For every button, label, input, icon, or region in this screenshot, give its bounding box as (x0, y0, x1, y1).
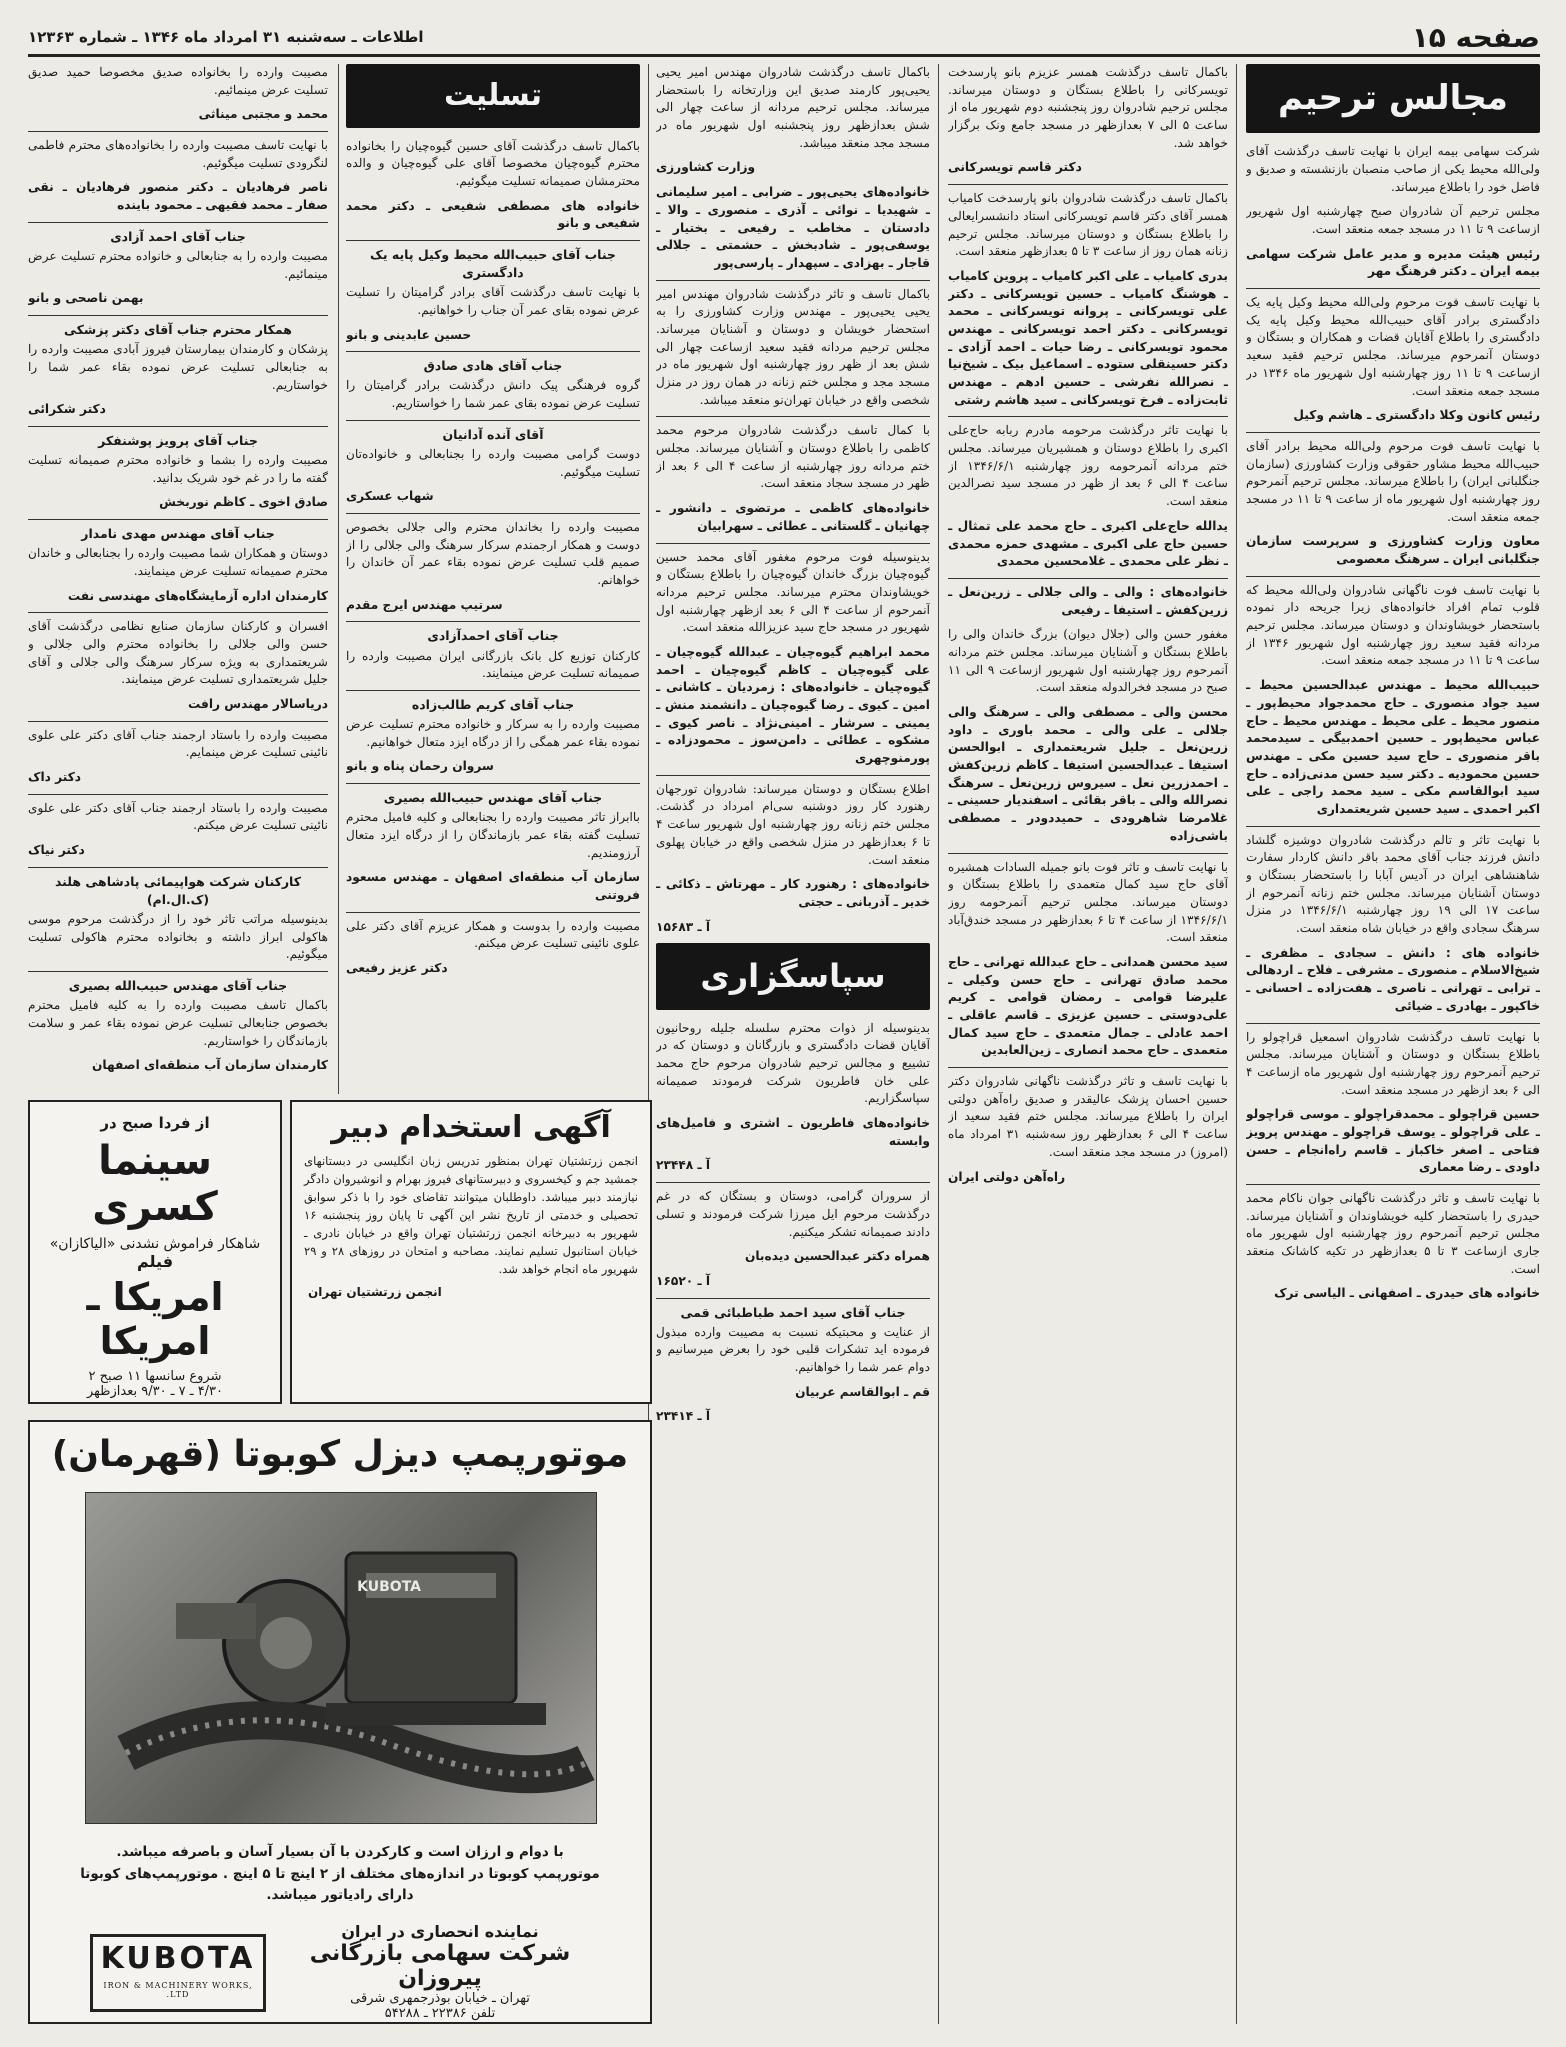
notice-heading: جناب آقای پرویز پوشنفکر (98, 432, 258, 448)
notice-signature: همراه دکتر عبدالحسین دیده‌بان (744, 1249, 930, 1264)
notice-signature: کارمندان اداره آزمایشگاه‌های مهندسی نفت (67, 588, 328, 603)
notice-signature: راه‌آهن دولتی ایران (948, 1169, 1066, 1184)
notice-text: مصیبت وارده را به جنابعالی و خانواده محترم تسلیت عرض مینمائیم. (28, 248, 328, 281)
notice-signature: صادق اخوی ـ کاظم نوربخش (159, 495, 328, 510)
notice-names: محمد ابراهیم گیوه‌چیان ـ عبدالله گیوه‌چیان ـ علی گیوه‌چیان ـ کاظم گیوه‌چیان ـ احمد گیوه‌چیان ـ خانواده‌های : زمردیان ـ کاشانی ـ امین ـ کیوی ـ رضا گیوه‌چیان ـ دانشمند منش ـ یمینی ـ سرشار ـ امینی‌نژاد ـ ناصر کیوی ـ مشکوه ـ عطائی ـ دامن‌سوز ـ محمودزاده ـ پورمنوچهری (656, 644, 930, 766)
pump-illustration (86, 1493, 596, 1823)
notice-names: خانواده‌های یحیی‌پور ـ ضرابی ـ امیر سلیمانی ـ شهیدیا ـ نوائی ـ آذری ـ منصوری ـ والا ـ دادستان ـ مخاطب ـ رفیعی ـ بختیار ـ یوسفی‌پور ـ شادبخش ـ حشمتی ـ جلالی قاجار ـ بهزادی ـ سپهدار ـ پارسی‌پور (656, 185, 930, 270)
notice-text: افسران و کارکنان سازمان صنایع نظامی درگذشت آقای حسن والی جلالی را بخانواده محترم والی جلالی و شریعتمداری به ویژه سرکار سرهنگ والی جلالی و آقای جلیل شریعتمداری تسلیت عرض مینمایند. (28, 619, 328, 687)
notice-text: از سروران گرامی، دوستان و بستگان که در غم درگذشت مرحوم ایل میرزا شرکت فرمودند و تسلی دادند صمیمانه تشکر میکنیم. (656, 1189, 930, 1239)
notice-heading: جناب آقای سید احمد طباطبائی قمی (680, 1304, 906, 1320)
notice-text: مصیبت وارده را بشما و خانواده محترم صمیمانه تسلیت گفته ما را در غم خود شریک بدانید. (28, 453, 328, 485)
notice-signature: وزارت کشاورزی (656, 160, 756, 175)
pump-slogan: موتورپمپ کوبوتا در اندازه‌های مختلف از ۲ اینچ تا ۵ اینچ . موتورپمپ‌های کوبوتا دارای رادیاتور میباشد. (80, 1865, 600, 1904)
notice-text: با نهایت تاسف فوت ناگهانی شادروان ولی‌الله محیط که قلوب تمام افراد خانواده‌های زیرا جریحه دار نموده باستحضار خویشاوندان و دوستان میرساند. مجلس ترحیم مردانه فقید سعید روز چهارشنبه اول شهریور ۱۳۴۶ از ساعت ۹ تا ۱۱ در مسجد جمعه منعقد است. (1246, 582, 1540, 668)
rep-company: شرکت سهامی بازرگانی پیروزان (309, 1941, 571, 1991)
notice-names: خانواده‌های : والی ـ والی جلالی ـ زرین‌نعل ـ زرین‌کفش ـ استیفا ـ رفیعی (948, 584, 1228, 617)
showtimes: ۴/۳۰ ـ ۷ ـ ۹/۳۰ بعدازظهر (86, 1384, 224, 1399)
notice-signature: رئیس کانون وکلا دادگستری ـ هاشم وکیل (1293, 408, 1540, 423)
column-condolences-2 (28, 64, 328, 1094)
film-title: امریکا ـ امریکا (86, 1275, 224, 1363)
film-label: فیلم (136, 1252, 174, 1271)
logo-word: KUBOTA (100, 1941, 256, 1976)
newspaper-page (28, 20, 1540, 2030)
showtimes: شروع سانسها ۱۱ صبح ۲ (88, 1369, 222, 1384)
notice-text: بدینوسیله مراتب تاثر خود را از درگذشت مرحوم موسی هاکولی ابراز داشته و بخانواده محترم هاکولی تسلیت میگوئیم. (28, 912, 328, 962)
representative-block (270, 1922, 610, 2021)
notice-text: دوست گرامی مصیبت وارده را بجنابعالی و خانواده‌تان تسلیت میگوئیم. (346, 446, 640, 479)
column-memorials (1246, 64, 1540, 2024)
notice-names: محسن والی ـ مصطفی والی ـ سرهنگ والی جلالی ـ علی والی ـ محمد باوری ـ داود زرین‌نعل ـ جلیل شریعتمداری ـ ابوالحسن استیفا ـ عبدالحسین استیفا ـ کاظم زرین‌کفش ـ احمدزرین نعل ـ سیروس زرین‌نعل ـ سرهنگ نصرالله والی ـ باقر بقائی ـ اسفندیار حسینی ـ غلامرضا شاهرودی ـ حمیددودر ـ مصطفی باشی‌زاده (948, 705, 1228, 843)
notice-text: مصیبت وارده را بخانواده صدیق مخصوصا حمید صدیق تسلیت عرض مینمائیم. (28, 65, 328, 97)
notice-signature: ناصر فرهادیان ـ دکتر منصور فرهادیان ـ نقی صفار ـ محمد فقیهی ـ محمود باینده (28, 180, 328, 213)
notice-signature: دکتر نیاک (28, 843, 85, 858)
notice-signature: دکتر قاسم تویسرکانی (948, 160, 1082, 175)
engine-brand-label: KUBOTA (357, 1579, 421, 1595)
notice-text: مصیبت وارده را باستاد ارجمند جناب آقای دکتر علی علوی نائینی تسلیت عرض میکنم. (28, 800, 328, 833)
notice-heading: جناب آقای احمد آزادی (110, 228, 246, 244)
notice-text: باکمال تاسف درگذشت آقای حسین گیوه‌چیان را بخانواده محترم گیوه‌چیان مخصوصا آقای علی گیوه‌چیان و والده محترمشان صمیمانه تسلیت میگوئیم. (346, 138, 640, 188)
job-advertisement (290, 1100, 652, 1404)
cinema-line: شاهکار فراموش نشدنی «الیاکازان» (49, 1236, 261, 1252)
notice-text: دوستان و همکاران شما مصیبت وارده را بجنابعالی و خاندان محترم صمیمانه تسلیت عرض مینمایند. (28, 546, 328, 578)
notice-names: خانواده‌های فاطریون ـ اشتری و فامیل‌های وابسته (656, 1116, 930, 1148)
notice-signature: دریاسالار مهندس رافت (187, 697, 328, 711)
notice-names: حسین قراچولو ـ محمدقراچولو ـ موسی قراچولو ـ علی قراچولو ـ یوسف قراچولو ـ مهندس پرویز فتاحی ـ اصغر خاکباز ـ قاسم راه‌انجام ـ حسن داودی ـ رضا معماری (1246, 1107, 1540, 1175)
cinema-name: سینما کسری (92, 1138, 218, 1230)
notice-text: باکمال تاسف درگذشت شادروان مهندس امیر یحیی یحیی‌پور کارمند صدیق این وزارتخانه را باستحضار میرساند. مجلس ترحیم مردانه از ساعت چهار الی شش بعدازظهر روز پنجشنبه اول شهریور ماه در مسجد مجد منعقد میباشد. (656, 65, 930, 150)
notice-text: مصیبت وارده را بدوست و همکار عزیزم آقای دکتر علی علوی نائینی تسلیت عرض میکنم. (346, 918, 640, 951)
rep-title: نماینده انحصاری در ایران (341, 1922, 539, 1941)
job-ad-body: انجمن زرتشتیان تهران بمنظور تدریس زبان انگلیسی در دبستانهای جمشید جم و کیخسروی و دبیرستانهای فیروز بهرام و انوشیروان دادگر نیازمند دبیر میباشد. داوطلبان میتوانند تقاضای خود را با ذکر سوابق تحصیلی و خدمتی از تاریخ نشر این آگهی تا پایان روز پنجشنبه ۱۶ شهریور به دبیرخانه انجمن زرتشتیان تهران واقع در خیابان نادری ـ خیابان استانبول تسلیم نمایند. مصاحبه و امتحان در روزهای ۲۸ و ۲۹ شهریور ماه انجام خواهد شد. (304, 1154, 638, 1276)
notice-names: خانواده های حیدری ـ اصفهانی ـ الیاسی ترک (1274, 1286, 1540, 1301)
ad-code: آ ـ ۲۳۴۱۴ (656, 1409, 711, 1424)
column-notices-3 (656, 64, 930, 2024)
rep-address: تهران ـ خیابان بوذرجمهری شرقی (350, 1991, 530, 2006)
notice-text: با نهایت تاثر و تالم درگذشت شادروان دوشیزه گلشاد دانش فرزند جناب آقای محمد باقر دانش کاردار سفارت شاهنشاهی ایران در آدیس آبابا را باستحضار بستگان و دوستان آشنایان میرساند. مجلس ختم زنانه آنمرحوم از ساعت ۱۷ الی ۱۹ روز چهارشنبه ۱۳۴۶/۶/۱ در منزل سرهنگ سجادی واقع در خیابان شاه منعقد است. (1246, 832, 1540, 936)
notice-text: مصیبت وارده را باستاد ارجمند جناب آقای دکتر علی علوی نائینی تسلیت عرض مینمایم. (28, 727, 328, 760)
notice-heading: همکار محترم جناب آقای دکتر پزشکی (64, 322, 292, 337)
notice-names: خانواده‌های کاظمی ـ مرتضوی ـ دانشور ـ چهانیان ـ گلستانی ـ عطائی ـ سهرابیان (656, 501, 930, 533)
notice-text: مجلس ترحیم آن شادروان صبح چهارشنبه اول شهریور ازساعت ۹ تا ۱۱ در مسجد جمعه منعقد است. (1246, 204, 1540, 237)
notice-text: باکمال تاسف درگذشت همسر عزیزم بانو پارسدخت تویسرکانی را باطلاع بستگان و دوستان میرساند. مجلس ترحیم شادروان روز پنجشنبه دوم شهریور ماه از ساعت ۵ الی ۷ بعدازظهر در مسجد جامع ونک برگزار خواهد شد. (948, 65, 1228, 150)
notice-heading: کارکنان شرکت هواپیمائی پادشاهی هلند (ک.ال.ام) (54, 873, 302, 907)
job-ad-title: آگهی استخدام دبیر (331, 1110, 611, 1145)
notice-signature: دکتر عزیز رفیعی (346, 961, 448, 975)
notice-text: با نهایت تاسف و تاثر درگذشت ناگهانی شادروان دکتر حسین احسان پزشک عالیقدر و صدیق راه‌آهن دولتی ایران را باطلاع میرساند. مجلس ختم فقید سعید از ساعت ۴ الی ۶ بعدازظهر روز سه‌شنبه ۳۱ امرداد ماه (امروز) در مسجد مجد منعقد است. (948, 1074, 1228, 1159)
notice-signature: خانواده های مصطفی شفیعی ـ دکتر محمد شفیعی و بانو (346, 198, 640, 231)
notice-text: با نهایت تاسف درگذشت شادروان اسمعیل قراچولو را باطلاع بستگان و دوستان و آشنایان میرساند. مجلس ترحیم آنمرحوم روز چهارشنبه اول شهریور ماه ازساعت ۴ الی ۶ بعد ازظهر در مسجد منعقد است. (1246, 1029, 1540, 1097)
notice-text: با نهایت تاسف و تاثر درگذشت ناگهانی جوان ناکام محمد حیدری را باستحضار کلیه خویشاوندان و آشنایان میرساند. مجلس ترحیم آنمرحوم روز چهارشنبه اول شهریور ماه جاری ازساعت ۳ تا ۵ بعدازظهر در تکیه کاشانک منعقد است. (1246, 1191, 1540, 1276)
notice-names: حبیب‌الله محیط ـ مهندس عبدالحسین محیط ـ سید جواد منصوری ـ حاج محمدجواد محیط‌پور ـ منصور محیط ـ علی محیط ـ مهندس محیط ـ حاج عباس محیط‌پور ـ حسین احمدبیگی ـ سیدمحمد باقر منصوری ـ حاج سید حسین مکی ـ مهندس حسین محمودیه ـ دکتر سید حسن مدنی‌زاده ـ حاج سید ابوالقاسم مکی ـ سید محمد راجی ـ علی اکبر احمدی ـ سید حسین شریعتمداری (1246, 678, 1540, 816)
notice-text: شرکت سهامی بیمه ایران با نهایت تاسف درگذشت آقای ولی‌الله محیط یکی از صاحب منصبان بازنشسته و صدیق و فاضل خود را باطلاع میرساند. (1246, 144, 1540, 194)
notice-text: مصیبت وارده را بخاندان محترم والی جلالی بخصوص دوست و همکار ارجمندم سرکار سرهنگ والی جلالی را از صمیم قلب تسلیت عرض نموده بقاء عمر آن خاندان را خواهانم. (346, 519, 640, 587)
notice-text: باکمال تاسف و تاثر درگذشت شادروان مهندس امیر یحیی یحیی‌پور ـ مهندس وزارت کشاورزی را به استحضار خویشان و دوستان و آشنایان میرساند. مجلس ترحیم مردانه فقید سعید ازساعت چهار الی شش بعد از ظهر روز چهارشنبه اول شهریور ماه در مسجد مجد و مجلس ختم زنانه در همان روز در منزل شخصی واقع در خیابان تهران‌نو منعقد میباشد. (656, 286, 930, 407)
notice-names: بدری کامیاب ـ علی اکبر کامیاب ـ پروین کامیاب ـ هوشنگ کامیاب ـ حسین تویسرکانی ـ دکتر علی تویسرکانی ـ پروانه تویسرکانی ـ محمد تویسرکانی ـ دکتر احمد تویسرکانی ـ مهندس محمود تویسرکانی ـ رضا حیات ـ احمد آزادی ـ دکتر حسینقلی ستوده ـ اسماعیل بیک ـ شیخ‌نیا ـ نصرالله نفرشی ـ حسین ادهم ـ مهندس ثابت‌زاده ـ فرخ تویسرکانی ـ سید هاشم رشتی (948, 268, 1228, 407)
notice-signature: حسین عابدینی و بانو (346, 327, 472, 342)
notice-heading: جناب آقای مهندس حبیب‌الله بصیری (68, 978, 288, 994)
notice-text: از عنایت و محبتیکه نسبت به مصیبت وارده مبذول فرموده اید تشکرات قلبی خود را بعرض میرسانیم و دوام عمر شما را خواهانیم. (656, 1324, 930, 1375)
masthead (28, 20, 1540, 57)
notice-text: کارکنان توزیع کل بانک بازرگانی ایران مصیبت وارده را صمیمانه تسلیت عرض مینمایند. (346, 648, 640, 681)
issue-info: اطلاعات ـ سه‌شنبه ۳۱ امرداد ماه ۱۳۴۶ ـ شماره ۱۲۳۶۳ (28, 28, 424, 46)
notice-text: باکمال تاسف مصیبت وارده را به کلیه فامیل محترم بخصوص جنابعالی تسلیت عرض نموده بقاء عمر و سلامت بازماندگان را خواستاریم. (28, 998, 328, 1048)
notice-signature: کارمندان سازمان آب منطقه‌ای اصفهان (92, 1058, 328, 1073)
notice-names: خانواده های : دانش ـ سجادی ـ مظفری ـ شیخ‌الاسلام ـ منصوری ـ مشرفی ـ فلاح ـ اردهالی ـ ترابی ـ تهرانی ـ ناصری ـ هفت‌زاده ـ احسانی ـ خاکپور ـ بهادری ـ ضیائی (1246, 945, 1540, 1013)
cinema-advertisement (28, 1100, 282, 1404)
notice-text: باابراز تاثر مصیبت وارده را بجنابعالی و کلیه فامیل محترم تسلیت گفته بقاء عمر بازماندگان را از درگاه ایزد متعال آرزومندیم. (346, 810, 640, 860)
notice-signature: دکتر شکرائی (28, 402, 106, 417)
column-notices-2 (948, 64, 1228, 2024)
notice-text: بدینوسیله از ذوات محترم سلسله جلیله روحانیون آقایان قضات دادگستری و بازرگانان و دوستان که در تشییع و مجالس ترحیم شادروان مرحوم حاج محمد علی خان فاطریون شرکت فرمودند صمیمانه سپاسگزاریم. (656, 1020, 930, 1106)
notice-text: با کمال تاسف درگذشت شادروان مرحوم محمد کاظمی را باطلاع دوستان و آشنایان میرساند. مجلس ختم مردانه روز چهارشنبه از ساعت ۴ الی ۶ بعد از ظهر در مسجد سجاد منعقد است. (656, 423, 930, 491)
ad-code: آ ـ ۲۳۴۴۸ (656, 1158, 711, 1173)
notice-signature: رئیس هیئت مدیره و مدیر عامل شرکت سهامی بیمه ایران ـ دکتر فرهنگ مهر (1246, 246, 1540, 279)
job-ad-signature: انجمن زرتشتیان تهران (308, 1284, 442, 1299)
ad-code: آ ـ ۱۶۵۲۰ (656, 1273, 711, 1288)
notice-heading: جناب آقای احمدآزادی (427, 628, 559, 644)
notice-heading: جناب آقای مهندس حبیب‌الله بصیری (383, 790, 603, 806)
notice-signature: سرتیپ مهندس ایرج مقدم (346, 597, 503, 612)
notice-signature: دکتر داک (28, 770, 82, 785)
cinema-line: از فردا صبح در (100, 1114, 210, 1132)
notice-signature: قم ـ ابوالقاسم عربیان (795, 1384, 930, 1399)
section-banner-condolences: تسلیت (346, 64, 640, 128)
notice-text: با نهایت تاسف فوت مرحوم ولی‌الله محیط وکیل پایه یک دادگستری برادر آقای حبیب‌الله محیط وکیل پایه یک دادگستری را باطلاع آقایان قضات و همکاران و بستگان و دوستان آنمرحوم میرساند. مجلس ترحیم فقید سعید ازساعت ۹ تا ۱۱ روز چهارشنبه اول شهریور ماه ۱۳۴۶ در مسجد جمعه منعقد است. (1246, 295, 1540, 398)
notice-text: گروه فرهنگی پیک دانش درگذشت برادر گرامیتان را تسلیت عرض نموده بقای عمر شما را خواستاریم. (346, 378, 640, 411)
rep-phone: تلفن ۲۲۳۸۶ ـ ۵۴۲۸۸ (384, 2006, 496, 2021)
notice-text: مغفور حسن والی (جلال دیوان) بزرگ خاندان والی را باطلاع بستگان و آشنایان میرساند. مجلس ختم مردانه آنمرحوم روز چهارشنبه اول شهریور ازساعت ۹ الی ۱۱ صبح در مسجد فخرالدوله منعقد است. (948, 627, 1228, 695)
notice-heading: جناب آقای مهندس مهدی نامدار (81, 526, 275, 542)
notice-names: سید محسن همدانی ـ حاج عبدالله تهرانی ـ حاج محمد صادق تهرانی ـ حاج حسن وکیلی ـ علیرضا قوامی ـ رمضان قوامی ـ کریم علی‌دوستی ـ حسین عزیزی ـ قاسم عاقلی ـ احمد عادلی ـ جمال متعمدی ـ حاج سید کمال متعمدی ـ حاج محمد انصاری ـ زین‌العابدین (948, 954, 1228, 1058)
notice-names: خانواده‌های : رهنورد کار ـ مهرتاش ـ ذکائی ـ خدیر ـ آذربانی ـ حجتی (656, 877, 930, 909)
notice-heading: جناب آقای حبیب‌الله محیط وکیل پایه یک دادگستری (370, 246, 616, 281)
logo-subtitle: IRON & MACHINERY WORKS, LTD. (103, 1981, 253, 1999)
notice-text: با نهایت تاسف مصیبت وارده را بخانواده‌های محترم فاطمی لنگرودی تسلیت میگوئیم. (28, 138, 328, 170)
notice-heading: آقای آنده آدانیان (442, 426, 544, 442)
notice-text: باکمال تاسف درگذشت شادروان بانو پارسدخت کامیاب همسر آقای دکتر قاسم تویسرکانی استاد دانشسرایعالی را باطلاع بستگان و دوستان میرساند. مجلس ترحیم زنانه همان روز از ساعت ۳ تا ۵ بعدازظهر منعقد است. (948, 191, 1228, 259)
pump-slogan: با دوام و ارزان است و کارکردن با آن بسیار آسان و باصرفه میباشد. (116, 1844, 564, 1860)
ad-code: آ ـ ۱۵۶۸۳ (656, 919, 711, 934)
pump-ad-text (60, 1842, 620, 1907)
notice-text: اطلاع بستگان و دوستان میرساند: شادروان تورجهان رهنورد کار روز دوشنبه سی‌ام امرداد در گذشت. مجلس ختم زنانه روز چهارشنبه اول شهریور ساعت ۴ تا ۶ بعدازظهر در منزل شخصی واقع در خیابان پهلوی منعقد است. (656, 781, 930, 867)
notice-signature: سازمان آب منطقه‌ای اصفهان ـ مهندس مسعود فروتنی (346, 870, 640, 902)
pump-advertisement (28, 1420, 652, 2024)
notice-heading: جناب آقای هادی صادق (423, 358, 563, 374)
notice-names: یدالله حاج‌علی اکبری ـ حاج محمد علی تمثال ـ حسین حاج علی اکبری ـ مشهدی حمزه محمدی ـ نظر علی محمدی ـ غلامحسین محمدی (948, 518, 1228, 569)
notice-text: مصیبت وارده را به سرکار و خانواده محترم تسلیت عرض نموده بقاء عمر همگی را از درگاه ایزد متعال خواهانیم. (346, 717, 640, 749)
notice-text: با نهایت تاسف و تاثر فوت بانو جمیله السادات همشیره آقای حاج سید کمال متعمدی را باطلاع بستگان و دوستان میرساند. مجلس ترحیم آنمرحومه روز ۱۳۴۶/۶/۱ از ساعت ۴ تا ۶ بعدازظهر در مسجد خندق‌آباد منعقد است. (948, 859, 1228, 945)
page-number: صفحه ۱۵ (1411, 20, 1540, 54)
notice-signature: محمد و مجتبی میناثی (198, 107, 328, 122)
notice-signature: شهاب عسکری (346, 489, 434, 504)
section-banner-memorials: مجالس ترحیم (1246, 64, 1540, 133)
notice-text: بدینوسیله فوت مرحوم مغفور آقای محمد حسین گیوه‌چیان بزرگ خاندان گیوه‌چیان را باطلاع بستگان و خویشاوندان محترم میرساند. مجلس ترحیم مردانه آنمرحوم از ساعت ۴ الی ۶ بعد ازظهر چهارشنبه اول شهریور در مسجد حاج سید عزیزالله منعقد است. (656, 549, 930, 635)
notice-signature: معاون وزارت کشاورزی و سرپرست سازمان جنگلبانی ایران ـ سرهنگ معصومی (1246, 534, 1540, 567)
notice-heading: جناب آقای کریم طالب‌زاده (411, 696, 575, 712)
notice-text: با نهایت تاسف فوت مرحوم ولی‌الله محیط برادر آقای حبیب‌الله محیط مشاور حقوقی وزارت کشاورزی (سازمان جنگلبانی ایران) را باطلاع میرساند. مجلس ترحیم آنمرحوم روز چهارشنبه اول شهریور ماه از ساعت ۹ تا ۱۱ در مسجد جمعه منعقد است. (1246, 438, 1540, 524)
notice-signature: سروان رحمان پناه و بانو (346, 759, 494, 774)
notice-text: با نهایت تاسف درگذشت آقای برادر گرامیتان را تسلیت عرض نموده بقای عمر آن جناب را خواهانیم. (346, 285, 640, 317)
column-condolences-1 (346, 64, 640, 1094)
notice-text: با نهایت تاثر درگذشت مرحومه مادرم ربابه حاج‌علی اکبری را باطلاع دوستان و همشیریان میرساند. مجلس ختم مردانه آنمرحومه روز چهارشنبه ۱۳۴۶/۶/۱ از ساعت ۴ الی ۶ بعد از ظهر در مسجد سید نصرالدین منعقد است. (948, 423, 1228, 509)
section-banner-thanks: سپاسگزاری (656, 943, 930, 1009)
notice-text: پزشکان و کارمندان بیمارستان فیروز آبادی مصیبت وارده را به جنابعالی تسلیت عرض نموده بقاء عمر شما را خواستاریم. (28, 342, 328, 392)
kubota-logo (90, 1934, 266, 2012)
pump-ad-title: موتورپمپ دیزل کوبوتا (قهرمان) (51, 1434, 629, 1475)
pump-photo (85, 1492, 597, 1824)
notice-signature: بهمن ناصحی و بانو (28, 291, 144, 306)
